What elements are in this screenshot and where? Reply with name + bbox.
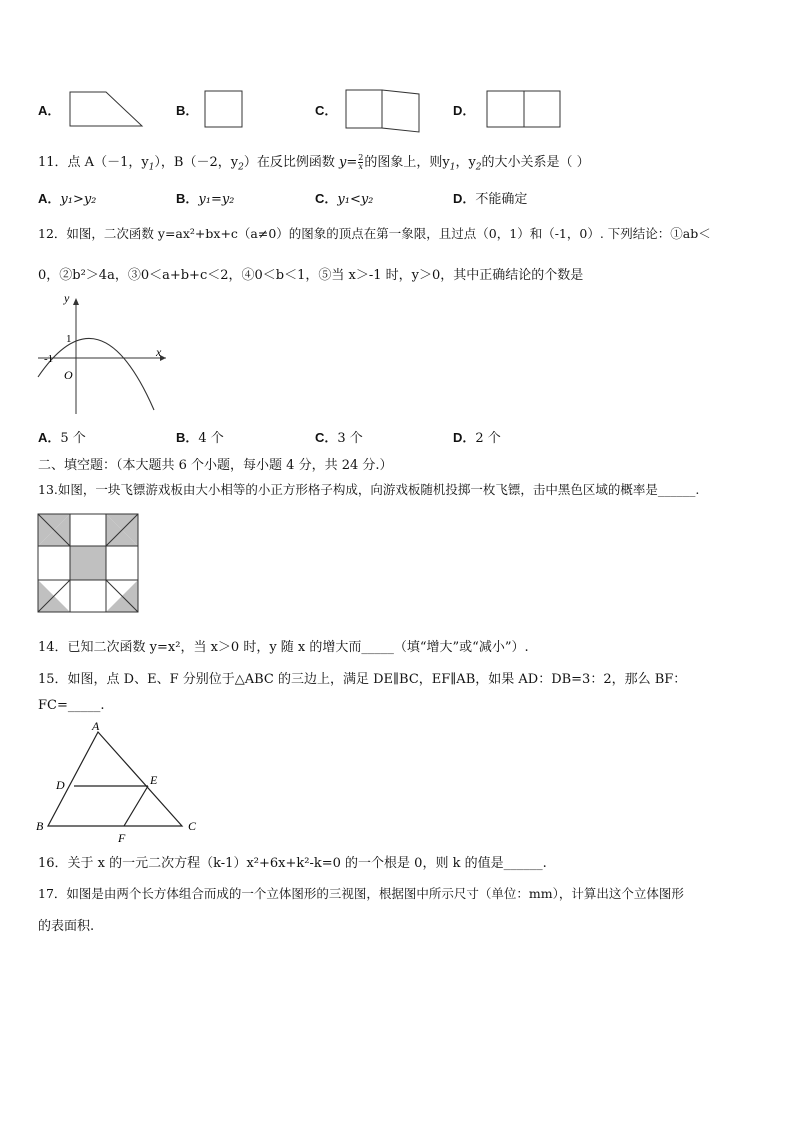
q10-figure-a	[66, 88, 146, 130]
q15-label-e: E	[150, 773, 158, 787]
q10-option-d-label: D．	[453, 103, 476, 118]
q12-option-a: A．5 个	[38, 430, 86, 446]
q13-dartboard	[36, 512, 140, 614]
q10-option-b-label: B．	[176, 103, 199, 118]
q10-option-a-label: A．	[38, 103, 61, 118]
q11-stem: 11．点 A（－1，$y_1$），B（－2，$y_2$）在反比例函数 y= $\frac{2}{x}$ 的图象上，则$y_1$，$y_2$的大小关系是（ ）	[38, 153, 590, 173]
q11-option-a: A．y₁>y₂	[38, 191, 97, 207]
q16-text: 16．关于 x 的一元二次方程（k-1）x²+6x+k²-k=0 的一个根是 0，则 k 的值是______.	[38, 856, 547, 871]
q12-tick-neg-one: -1	[44, 353, 54, 365]
q15-label-d: D	[56, 778, 65, 792]
q11-option-d: D．不能确定	[453, 191, 528, 207]
q15-segment-ef	[124, 786, 148, 826]
q12-tick-one: 1	[66, 333, 72, 345]
q11-option-c: C．y₁<y₂	[315, 191, 374, 207]
q10-figure-c	[342, 86, 424, 136]
q10-figure-d	[484, 88, 564, 130]
q11-option-b: B．y₁=y₂	[176, 191, 235, 207]
q12-line2: 0，②b²＞4a，③0＜a+b+c＜2，④0＜b＜1，⑤当 x＞-1 时，y＞0，其中正确结论的个数是	[38, 268, 584, 283]
q10-figure-b	[202, 88, 246, 130]
q15-triangle-figure	[34, 716, 210, 844]
q10-option-c-label: C．	[315, 103, 338, 118]
q15-triangle-abc	[48, 732, 182, 826]
q15-label-b: B	[36, 819, 44, 833]
q11-fraction: $\frac{2}{x}$	[358, 153, 364, 171]
q12-origin: O	[64, 368, 73, 382]
q13-text: 13.如图，一块飞镖游戏板由大小相等的小正方形格子构成，向游戏板随机投掷一枚飞镖，击中黑色区域的概率是______.	[38, 482, 700, 497]
q15-label-a: A	[92, 719, 100, 733]
q15-line1: 15．如图，点 D、E、F 分别位于△ABC 的三边上，满足 DE∥BC，EF∥AB，如果 AD：DB=3：2，那么 BF：	[38, 672, 687, 687]
q12-parabola	[38, 338, 154, 410]
q11-func-y: y	[338, 155, 347, 170]
q15-line2: FC=_____.	[38, 698, 105, 713]
q12-option-d: D．2 个	[453, 430, 501, 446]
q14-text: 14．已知二次函数 y=x²，当 x＞0 时，y 随 x 的增大而_____（填“增大”或“减小”）.	[38, 640, 529, 655]
section-2-heading: 二、填空题：（本大题共 6 个小题，每小题 4 分，共 24 分.）	[38, 458, 393, 473]
q15-label-c: C	[188, 819, 197, 833]
q17-line1: 17．如图是由两个长方体组合而成的一个立体图形的三视图，根据图中所示尺寸（单位：mm），计算出这个立体图形	[38, 886, 684, 901]
q12-x-label: x	[156, 345, 162, 359]
q12-option-c: C．3 个	[315, 430, 363, 446]
q12-parabola-graph	[34, 290, 174, 418]
q12-line1: 12．如图，二次函数 y=ax²+bx+c（a≠0）的图象的顶点在第一象限，且过点（0，1）和（-1，0）. 下列结论：①ab＜	[38, 226, 711, 241]
q12-y-label: y	[64, 291, 70, 305]
q15-label-f: F	[118, 831, 126, 844]
q12-option-b: B．4 个	[176, 430, 224, 446]
q17-line2: 的表面积.	[38, 919, 95, 934]
